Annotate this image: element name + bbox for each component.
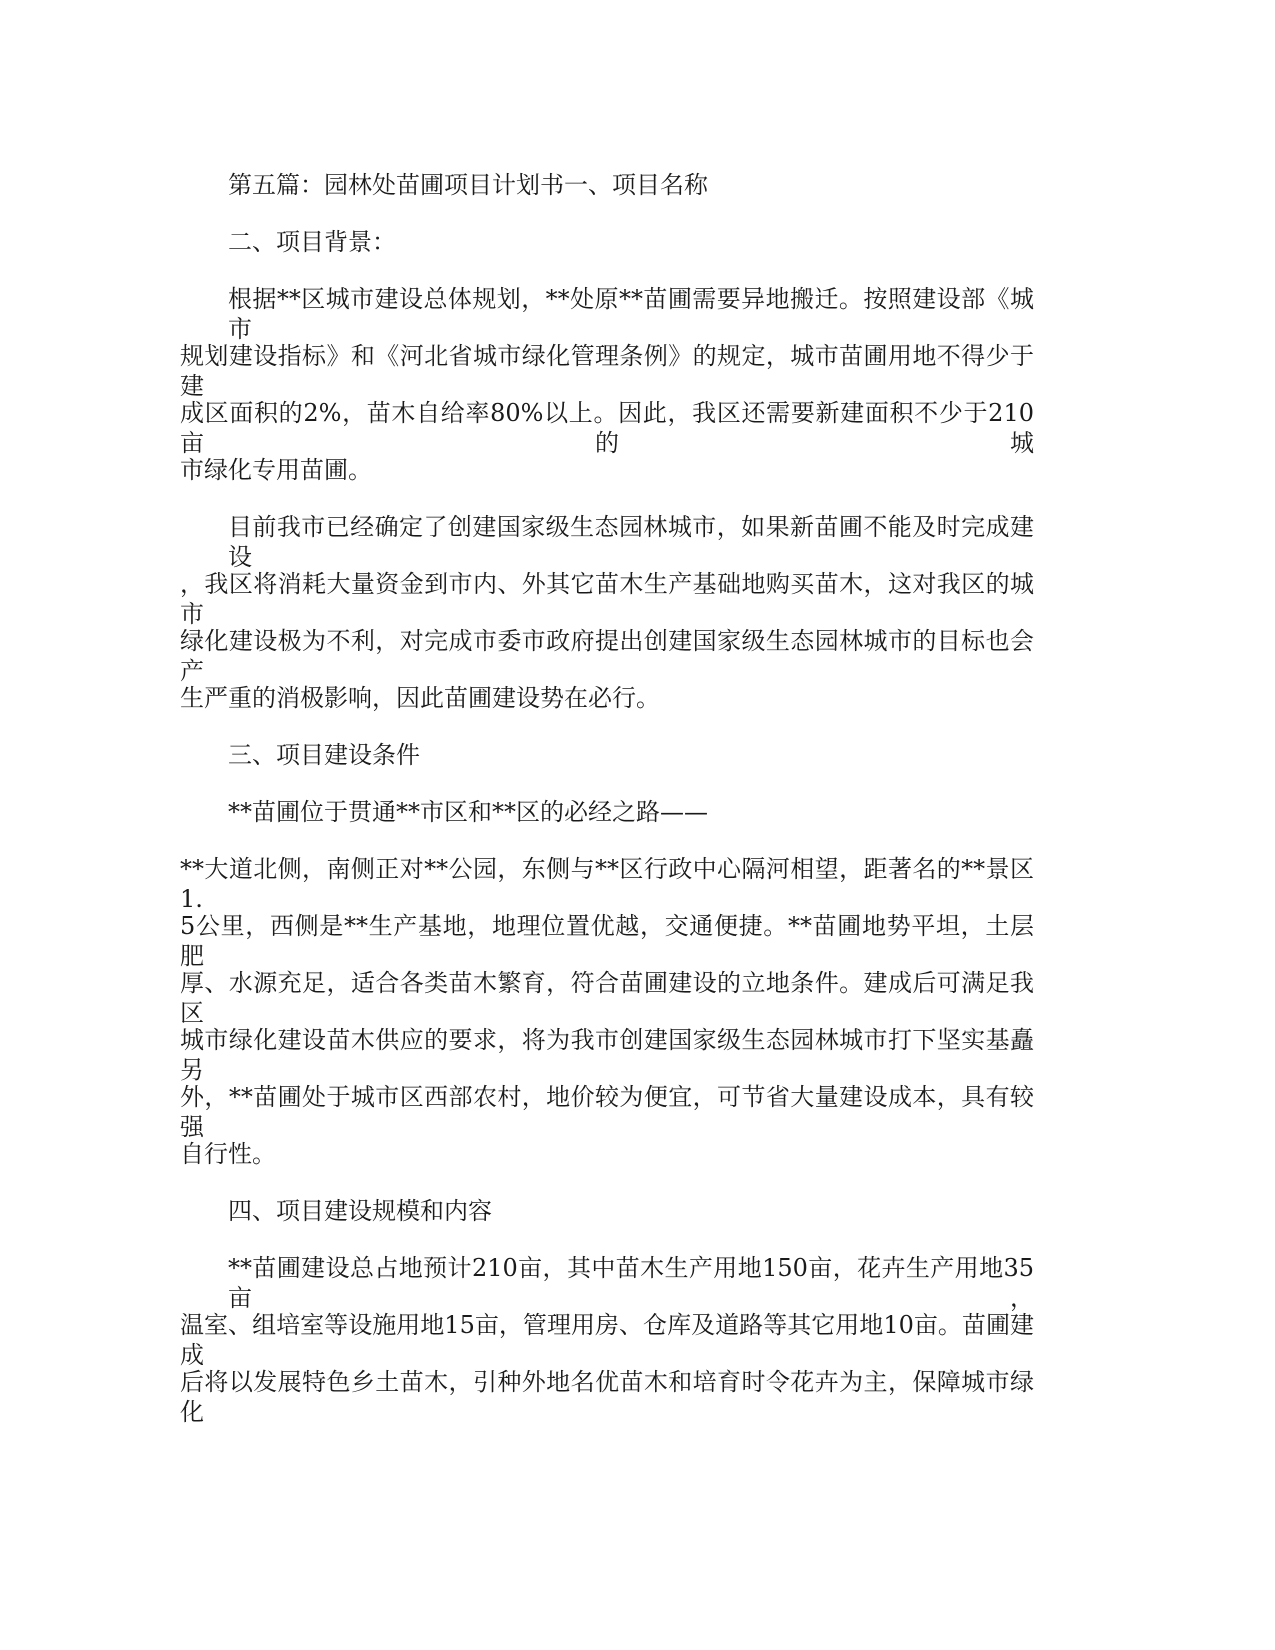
paragraph-line: 绿化建设极为不利，对完成市委市政府提出创建国家级生态园林城市的目标也会产: [180, 627, 1034, 685]
heading-section-4: 四、项目建设规模和内容: [228, 1197, 492, 1225]
paragraph-line: 生严重的消极影响，因此苗圃建设势在必行。: [180, 684, 660, 712]
paragraph-line: 根据**区城市建设总体规划，**处原**苗圃需要异地搬迁。按照建设部《城市: [228, 285, 1034, 343]
heading-section-3: 三、项目建设条件: [228, 741, 420, 769]
heading-title: 第五篇：园林处苗圃项目计划书一、项目名称: [228, 171, 708, 199]
paragraph-line: 市绿化专用苗圃。: [180, 456, 372, 484]
paragraph-line: 自行性。: [180, 1140, 276, 1168]
paragraph-line: 后将以发展特色乡土苗木，引种外地名优苗木和培育时令花卉为主，保障城市绿化: [180, 1368, 1034, 1426]
paragraph-line: 目前我市已经确定了创建国家级生态园林城市，如果新苗圃不能及时完成建设: [228, 513, 1034, 571]
paragraph-line: 规划建设指标》和《河北省城市绿化管理条例》的规定，城市苗圃用地不得少于建: [180, 342, 1034, 400]
paragraph-line: 城市绿化建设苗木供应的要求，将为我市创建国家级生态园林城市打下坚实基矗另: [180, 1026, 1034, 1084]
paragraph-line: ，我区将消耗大量资金到市内、外其它苗木生产基础地购买苗木，这对我区的城市: [180, 570, 1034, 628]
paragraph-line: **大道北侧，南侧正对**公园，东侧与**区行政中心隔河相望，距著名的**景区1.: [180, 855, 1034, 913]
paragraph-line: **苗圃位于贯通**市区和**区的必经之路——: [228, 798, 708, 826]
paragraph-line: 成区面积的2%，苗木自给率80%以上。因此，我区还需要新建面积不少于210亩的城: [180, 399, 1034, 457]
paragraph-line: 外，**苗圃处于城市区西部农村，地价较为便宜，可节省大量建设成本，具有较强: [180, 1083, 1034, 1141]
paragraph-line: 厚、水源充足，适合各类苗木繁育，符合苗圃建设的立地条件。建成后可满足我区: [180, 969, 1034, 1027]
paragraph-line: **苗圃建设总占地预计210亩，其中苗木生产用地150亩，花卉生产用地35亩，: [228, 1254, 1034, 1312]
heading-section-2: 二、项目背景：: [228, 228, 396, 256]
paragraph-line: 温室、组培室等设施用地15亩，管理用房、仓库及道路等其它用地10亩。苗圃建成: [180, 1311, 1034, 1369]
paragraph-line: 5公里，西侧是**生产基地，地理位置优越，交通便捷。**苗圃地势平坦，土层肥: [180, 912, 1034, 970]
